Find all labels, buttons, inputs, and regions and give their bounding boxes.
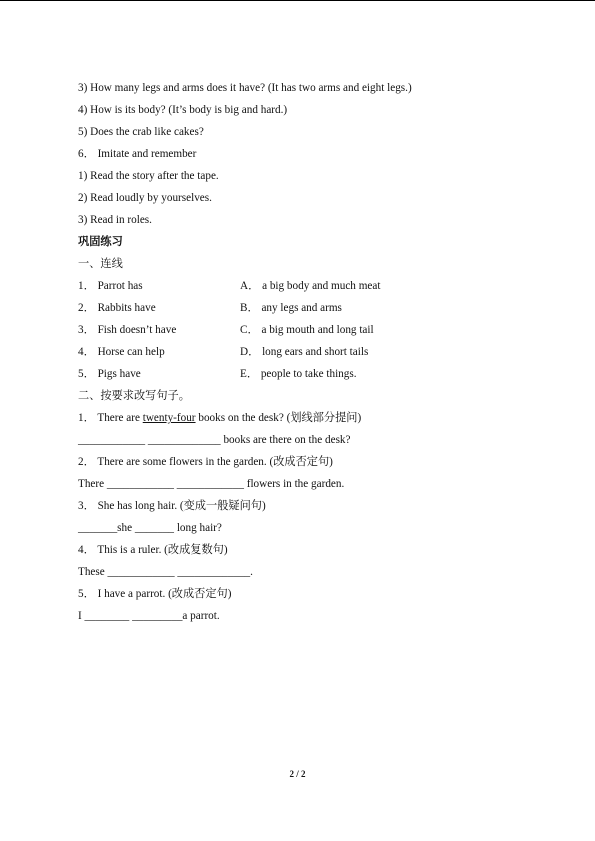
question: 5． I have a parrot. (改成否定句)	[78, 588, 232, 600]
answer-line: There ____________ ____________ flowers in the garden.	[78, 478, 345, 490]
text-line: 2) Read loudly by yourselves.	[78, 192, 212, 204]
part-title: 二、按要求改写句子。	[78, 390, 190, 402]
question	[78, 411, 361, 425]
match-left: 4． Horse can help	[78, 346, 165, 358]
match-right: D． long ears and short tails	[240, 346, 369, 358]
text-line: 6． Imitate and remember	[78, 148, 197, 160]
top-border-line	[0, 0, 595, 1]
answer-line: These ____________ _____________.	[78, 566, 253, 578]
match-right: B． any legs and arms	[240, 302, 342, 314]
answer-line: _______she _______ long hair?	[78, 522, 222, 534]
match-right: C． a big mouth and long tail	[240, 324, 374, 336]
text-line: 5) Does the crab like cakes?	[78, 126, 204, 138]
text-line: 3) Read in roles.	[78, 214, 152, 226]
question: 2． There are some flowers in the garden. (改成否定句)	[78, 456, 333, 468]
match-left: 3． Fish doesn’t have	[78, 324, 177, 336]
question: 4． This is a ruler. (改成复数句)	[78, 544, 228, 556]
section-title: 巩固练习	[78, 236, 123, 248]
question-text: 1． There are	[78, 412, 143, 424]
text-line: 4) How is its body? (It’s body is big and hard.)	[78, 104, 288, 116]
match-left: 5． Pigs have	[78, 368, 141, 380]
match-left: 1． Parrot has	[78, 280, 143, 292]
match-left: 2． Rabbits have	[78, 302, 156, 314]
underlined-phrase: twenty-four	[142, 412, 196, 424]
page-number: 2 / 2	[289, 769, 306, 779]
match-right: A． a big body and much meat	[240, 280, 381, 292]
part-title: 一、连线	[78, 258, 123, 270]
question: 3． She has long hair. (变成一般疑问句)	[78, 500, 266, 512]
question-text: books on the desk? (划线部分提问)	[195, 412, 362, 424]
answer-line: ____________ _____________ books are there on the desk?	[78, 434, 351, 446]
match-right: E． people to take things.	[240, 368, 357, 380]
text-line: 3) How many legs and arms does it have? (It has two arms and eight legs.)	[78, 82, 412, 94]
answer-line: I ________ _________a parrot.	[78, 610, 220, 622]
text-line: 1) Read the story after the tape.	[78, 170, 219, 182]
